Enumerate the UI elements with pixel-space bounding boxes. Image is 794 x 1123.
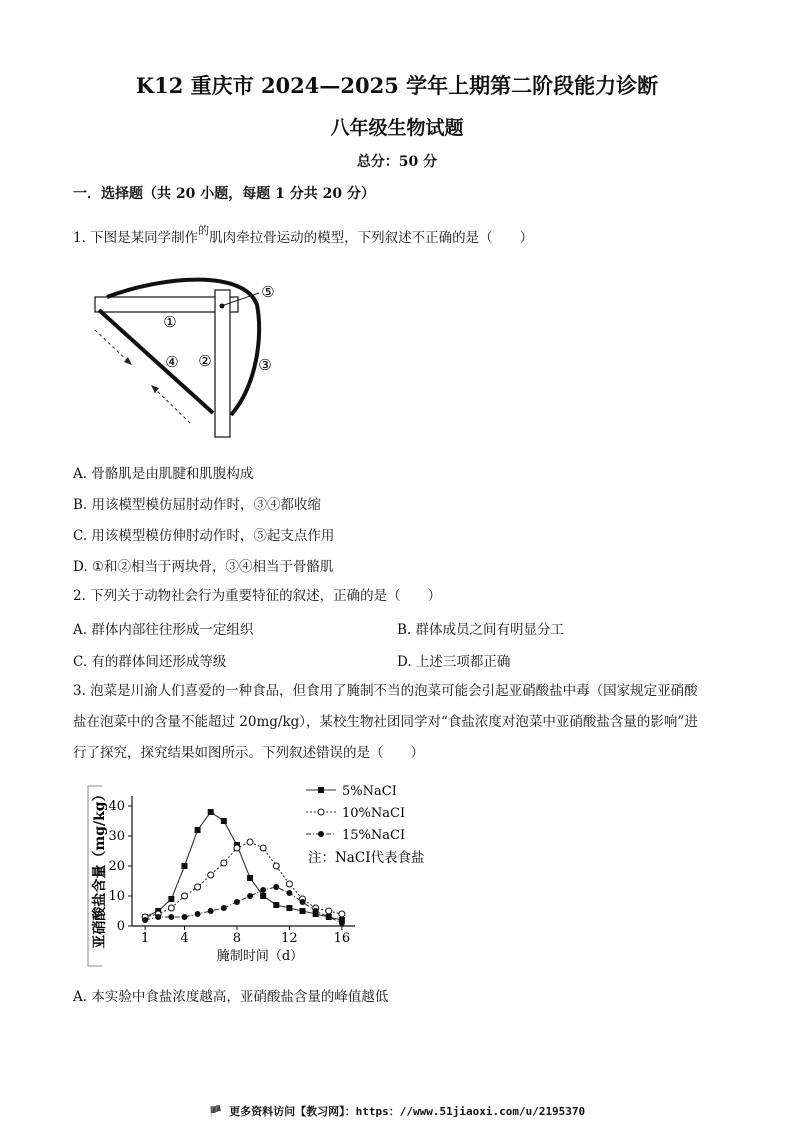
q2-option-d: D. 上述三项都正确: [397, 654, 511, 670]
data-point: [221, 905, 227, 911]
data-point: [260, 845, 266, 851]
q1-option-c: C. 用该模型模仿伸肘动作时，⑤起支点作用: [73, 528, 335, 544]
label-5: ⑤: [261, 283, 275, 301]
muscle-4-shape: [99, 310, 213, 413]
joint-5-dot: [220, 304, 225, 309]
data-point: [181, 863, 187, 869]
y-tick-label: 0: [116, 919, 125, 934]
q3-line-3: 行了探究，探究结果如图所示。下列叙述错误的是（ ）: [73, 745, 424, 761]
q1-stem-a: 1. 下图是某同学制作: [73, 230, 199, 246]
chart-legend: [306, 784, 405, 843]
q3-option-a: A. 本实验中食盐浓度越高，亚硝酸盐含量的峰值越低: [73, 989, 389, 1005]
y-tick-label: 10: [108, 889, 125, 904]
data-point: [168, 905, 174, 911]
chart-note: 注：NaCI代表食盐: [308, 850, 425, 866]
data-point: [234, 899, 240, 905]
data-point: [313, 908, 319, 914]
legend-marker-1: [318, 787, 324, 793]
muscle-bone-model-figure: [85, 275, 285, 445]
label-1: ①: [163, 313, 177, 331]
data-point: [221, 860, 227, 866]
data-point: [247, 875, 253, 881]
data-point: [234, 845, 240, 851]
data-point: [181, 914, 187, 920]
chart-axes: [108, 796, 355, 946]
data-point: [286, 890, 292, 896]
total-score: 总分：50 分: [356, 154, 438, 170]
legend-label-2: 10%NaCI: [342, 806, 406, 821]
q1-option-d: D. ①和②相当于两块骨，③④相当于骨骼肌: [73, 559, 334, 575]
data-point: [339, 911, 345, 917]
arrow-up-line: [153, 387, 190, 423]
q1-stem-sup: 的: [198, 224, 210, 237]
legend-marker-2: [318, 809, 324, 815]
legend-label-1: 5%NaCI: [342, 784, 397, 799]
data-point: [142, 917, 148, 923]
data-point: [195, 911, 201, 917]
data-point: [168, 896, 174, 902]
data-point: [339, 920, 345, 926]
arrow-down-icon: [124, 357, 132, 365]
q2-stem: 2. 下列关于动物社会行为重要特征的叙述，正确的是（ ）: [73, 588, 442, 604]
x-tick-label: 4: [180, 931, 189, 946]
exam-title: K12 重庆市 2024—2025 学年上期第二阶段能力诊断: [135, 73, 659, 98]
bone-2-shape: [215, 290, 230, 437]
y-tick-label: 30: [108, 829, 125, 844]
q3-line-1: 3. 泡菜是川渝人们喜爱的一种食品，但食用了腌制不当的泡菜可能会引起亚硝酸盐中毒（国家规定亚硝酸: [73, 683, 698, 699]
q1-stem: [73, 221, 533, 248]
data-point: [247, 839, 253, 845]
q2-option-c: C. 有的群体间还形成等级: [73, 654, 227, 670]
data-point: [260, 893, 266, 899]
footer-link[interactable]: 🏴 更多资料访问【教习网】：https：//www.51jiaoxi.com/u/2195370: [208, 1105, 586, 1118]
y-tick-label: 40: [108, 799, 125, 814]
q1-stem-b: 肌肉牵拉骨运动的模型，下列叙述不正确的是（ ）: [209, 230, 534, 246]
q2-option-b: B. 群体成员之间有明显分工: [397, 622, 565, 638]
label-4: ④: [165, 353, 179, 371]
label-3: ③: [258, 356, 272, 374]
data-point: [195, 884, 201, 890]
data-point: [273, 902, 279, 908]
data-point: [195, 827, 201, 833]
data-point: [300, 899, 306, 905]
x-axis-label: 腌制时间（d）: [216, 949, 304, 964]
q3-line-2: 盐在泡菜中的含量不能超过 20mg/kg），某校生物社团同学对“食盐浓度对泡菜中亚硝酸盐含量的影响”进: [73, 714, 698, 730]
data-point: [273, 884, 279, 890]
data-point: [300, 908, 306, 914]
data-point: [208, 809, 214, 815]
data-point: [326, 914, 332, 920]
data-point: [286, 881, 292, 887]
x-tick-label: 8: [232, 931, 242, 946]
data-point: [273, 863, 279, 869]
q1-option-a: A. 骨骼肌是由肌腱和肌腹构成: [73, 466, 254, 482]
data-point: [326, 908, 332, 914]
data-point: [168, 914, 174, 920]
x-tick-label: 16: [333, 931, 351, 946]
series-line-1: [145, 812, 342, 920]
data-point: [260, 887, 266, 893]
section-heading: 一．选择题（共 20 小题，每题 1 分共 20 分）: [73, 186, 375, 202]
y-axis-label: 亚硝酸盐含量（mg/kg）: [92, 787, 108, 949]
legend-label-3: 15%NaCI: [342, 828, 406, 843]
q1-option-b: B. 用该模型模仿屈肘动作时，③④都收缩: [73, 497, 322, 513]
data-point: [208, 908, 214, 914]
label-2: ②: [198, 352, 212, 370]
nitrite-line-chart: [80, 778, 440, 970]
q2-option-a: A. 群体内部往往形成一定组织: [73, 622, 254, 638]
data-point: [247, 893, 253, 899]
exam-subtitle: 八年级生物试题: [330, 117, 464, 139]
y-tick-label: 20: [108, 859, 125, 874]
x-tick-label: 12: [281, 931, 298, 946]
x-tick-label: 1: [140, 931, 150, 946]
data-point: [221, 818, 227, 824]
legend-marker-3: [318, 831, 324, 837]
data-point: [286, 905, 292, 911]
chart-marks: [142, 809, 345, 926]
data-point: [181, 893, 187, 899]
data-point: [208, 872, 214, 878]
data-point: [155, 914, 161, 920]
